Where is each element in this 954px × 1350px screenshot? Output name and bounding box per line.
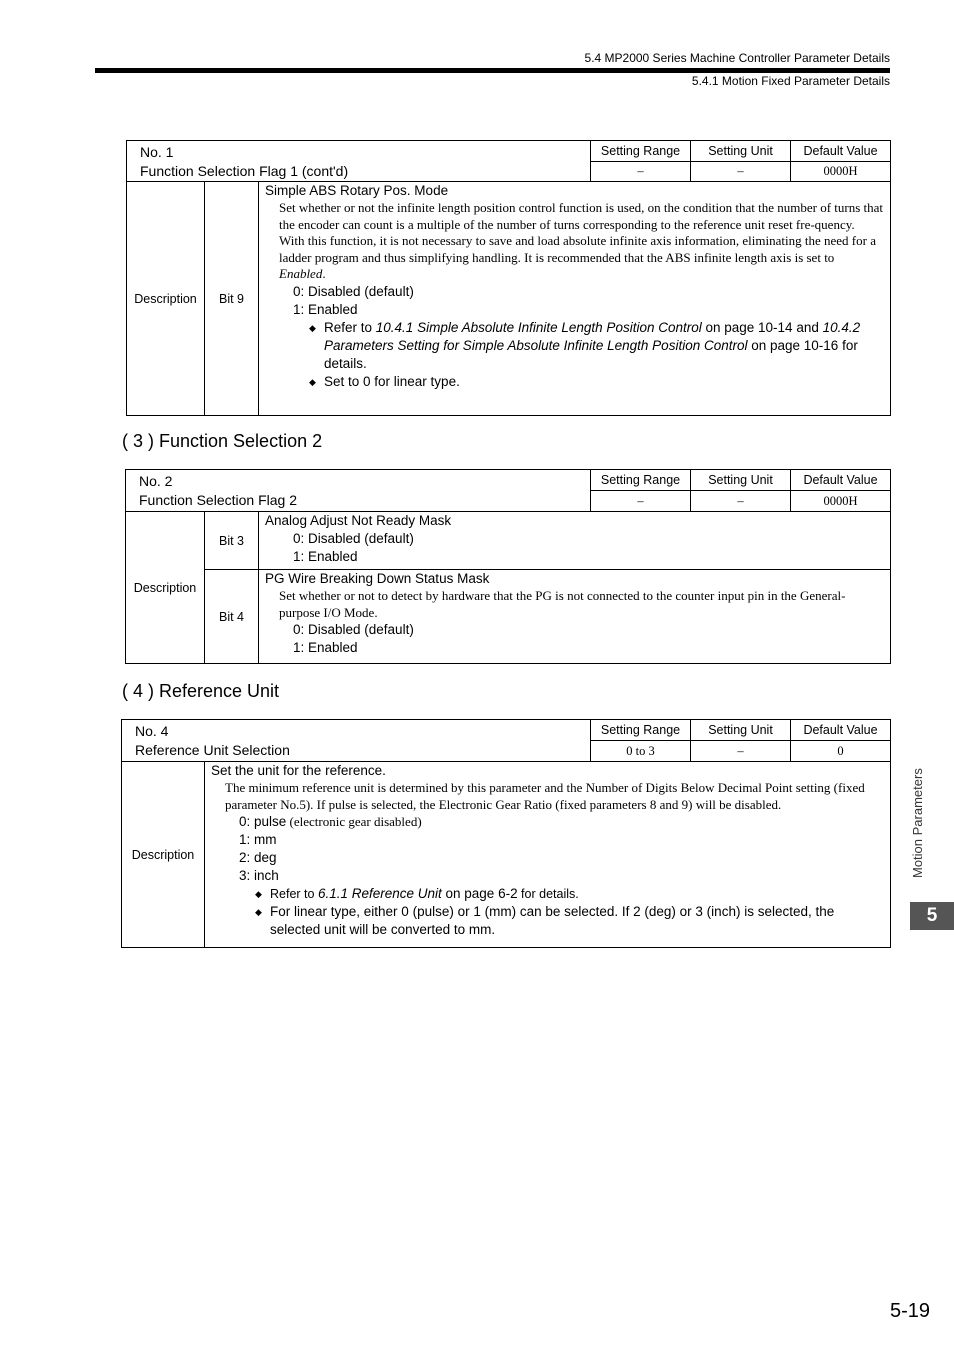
description-paragraph: The minimum reference unit is determined by this parameter and the Number of Digits Below Decimal Point setting (fixed parameter No.5). If pulse is selected, the Electronic Gear Ratio (fixed parameters 8 and 9) will be disabled. [225,780,865,812]
default-value: 0 [791,741,891,762]
description-body [259,570,891,664]
header-rule [95,68,890,73]
parameter-table-no1 [126,140,891,416]
bit-heading: PG Wire Breaking Down Status Mask [265,571,490,586]
option-mm: 1: mm [239,832,277,847]
description-label: Description [122,762,205,948]
option-inch: 3: inch [239,868,279,883]
bit-label: Bit 3 [205,512,259,570]
description-paragraph: With this function, it is not necessary to save and load absolute infinite axis information, eliminating the need for a ladder program and thus simplifying handling. It is recommended that the ABS infinite length axis is set to Enabled. [279,233,876,281]
default-value-header: Default Value [791,470,891,491]
description-heading: Set the unit for the reference. [211,763,386,778]
note-bullet: ◆ Refer to 6.1.1 Reference Unit on page 6-2 for details. [255,886,579,901]
running-header-subsection: 5.4.1 Motion Fixed Parameter Details [691,74,890,88]
option-disabled: 0: Disabled (default) [293,283,414,299]
setting-range-header: Setting Range [591,470,691,491]
description-paragraph: Set whether or not the infinite length position control function is used, on the condition that the number of turns that the encoder can count is a multiple of the number of turns corresponding to the reference unit reset fre-quency. [279,200,884,232]
diamond-bullet-icon: ◆ [309,322,316,333]
bit-label: Bit 4 [205,570,259,664]
setting-range-value: – [591,162,691,182]
description-body [259,182,891,416]
setting-unit-value: – [691,162,791,182]
description-body [205,762,891,948]
setting-range-value: – [591,491,691,512]
parameter-name: Reference Unit Selection [135,742,290,758]
setting-unit-header: Setting Unit [691,720,791,741]
diamond-bullet-icon: ◆ [309,376,316,387]
parameter-title-cell [122,720,591,762]
description-body [259,512,891,570]
setting-range-header: Setting Range [591,720,691,741]
cross-reference: 10.4.1 Simple Absolute Infinite Length Position Control [375,319,702,335]
parameter-table-no4 [121,719,891,948]
parameter-number: No. 2 [139,473,173,489]
default-value: 0000H [791,491,891,512]
note-bullet: ◆ Set to 0 for linear type. [309,373,460,389]
parameter-title-cell [127,141,591,182]
bit-label: Bit 9 [205,182,259,416]
chapter-side-label: Motion Parameters [910,768,925,878]
note-bullet: ◆ Refer to 10.4.1 Simple Absolute Infinite Length Position Control on page 10-14 and 10.4.2 Parameters Setting for Simple Absolute Infinite Length Position Control on page 10-16 for details. [309,319,861,371]
option-deg: 2: deg [239,850,277,865]
setting-range-header: Setting Range [591,141,691,162]
setting-unit-value: – [691,491,791,512]
diamond-bullet-icon: ◆ [255,889,262,899]
setting-unit-header: Setting Unit [691,470,791,491]
parameter-name: Function Selection Flag 1 (cont'd) [140,162,349,179]
cross-reference: 10.4.2 Parameters Setting for Simple Absolute Infinite Length Position Control [324,319,861,353]
setting-unit-value: – [691,741,791,762]
cross-reference: 6.1.1 Reference Unit [317,886,442,901]
setting-range-value: 0 to 3 [591,741,691,762]
option-disabled: 0: Disabled (default) [293,531,414,546]
bit-heading: Simple ABS Rotary Pos. Mode [265,183,449,198]
chapter-tab: 5 [910,902,954,930]
page-number: 5-19 [889,1300,930,1322]
parameter-number: No. 1 [140,143,174,160]
option-enabled: 1: Enabled [293,640,358,655]
note-bullet: ◆ For linear type, either 0 (pulse) or 1 (mm) can be selected. If 2 (deg) or 3 (inch) is selected, the selected unit will be converted to mm. [255,904,835,937]
option-enabled: 1: Enabled [293,549,358,564]
diamond-bullet-icon: ◆ [255,907,262,917]
default-value: 0000H [791,162,891,182]
section-heading: ( 3 ) Function Selection 2 [122,431,323,451]
description-label: Description [126,512,205,664]
running-header-section: 5.4 MP2000 Series Machine Controller Parameter Details [584,51,890,65]
description-paragraph: Set whether or not to detect by hardware that the PG is not connected to the counter input pin in the General-purpose I/O Mode. [279,588,846,620]
default-value-header: Default Value [791,720,891,741]
option-pulse: 0: pulse (electronic gear disabled) [239,814,422,829]
setting-unit-header: Setting Unit [691,141,791,162]
parameter-title-cell [126,470,591,512]
bit-heading: Analog Adjust Not Ready Mask [265,513,452,528]
parameter-number: No. 4 [135,723,169,739]
section-heading: ( 4 ) Reference Unit [122,681,280,701]
parameter-name: Function Selection Flag 2 [139,492,297,508]
description-label: Description [127,182,205,416]
parameter-table-no2 [125,469,891,664]
default-value-header: Default Value [791,141,891,162]
option-enabled: 1: Enabled [293,301,358,317]
option-disabled: 0: Disabled (default) [293,622,414,637]
